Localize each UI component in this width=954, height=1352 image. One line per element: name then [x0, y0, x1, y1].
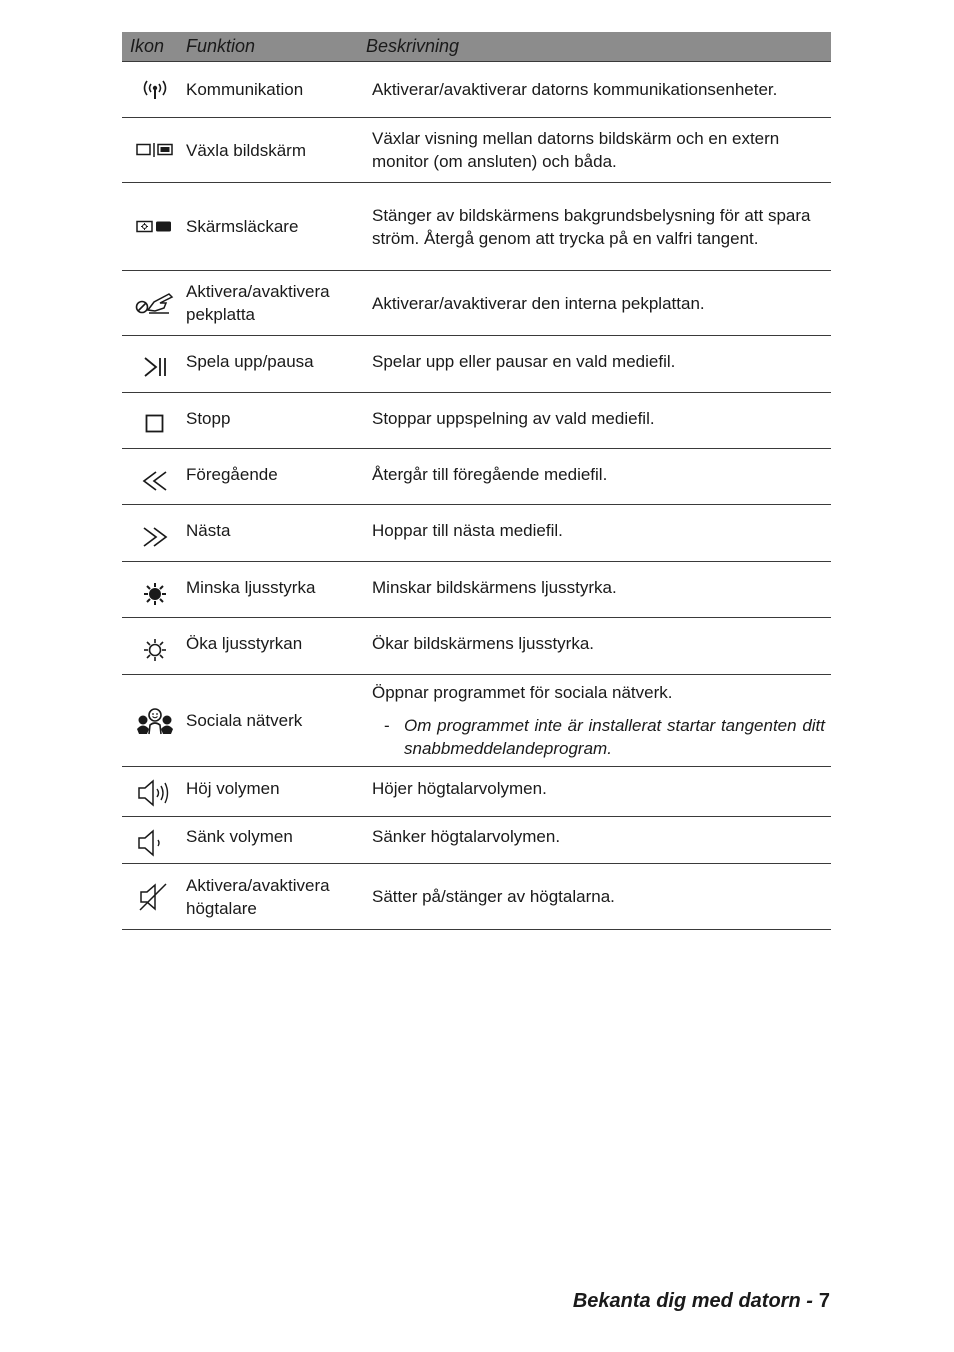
function-name: Öka ljusstyrkan: [186, 634, 303, 653]
volume-up-icon: [122, 767, 186, 816]
function-name: Höj volymen: [186, 779, 280, 798]
screen-blank-icon: [122, 183, 186, 270]
function-description: [372, 675, 831, 766]
description-text: Höjer högtalarvolymen.: [372, 779, 547, 798]
brightness-down-icon: [122, 562, 186, 617]
description-text: Sätter på/stänger av högtalarna.: [372, 887, 615, 906]
function-description: [372, 183, 831, 270]
wireless-icon: [122, 62, 186, 117]
function-name: Sociala nätverk: [186, 711, 303, 730]
function-name: Sänk volymen: [186, 827, 293, 846]
header-function: Funktion: [186, 36, 256, 56]
description-text: Öppnar programmet för sociala nätverk.: [372, 683, 673, 702]
description-note: [372, 714, 825, 760]
description-text: Återgår till föregående mediefil.: [372, 465, 608, 484]
page-number: 7: [818, 1290, 830, 1312]
display-toggle-icon: [122, 118, 186, 182]
stop-icon: [122, 393, 186, 448]
table-row: [122, 449, 831, 505]
description-text: Stoppar uppspelning av vald mediefil.: [372, 409, 655, 428]
function-name: Nästa: [186, 521, 231, 540]
table-row: [122, 336, 831, 393]
function-description: [372, 336, 831, 392]
table-header: [122, 32, 831, 62]
speaker-mute-icon: [122, 864, 186, 929]
table-row: [122, 562, 831, 618]
function-description: [372, 118, 831, 182]
brightness-up-icon: [122, 618, 186, 674]
social-networks-icon: [122, 675, 186, 766]
table-row: [122, 767, 831, 817]
function-description: [372, 767, 831, 816]
function-name: Växla bildskärm: [186, 140, 306, 160]
function-name: Minska ljusstyrka: [186, 578, 316, 597]
function-name: Stopp: [186, 409, 231, 428]
table-row: [122, 618, 831, 675]
function-description: [372, 817, 831, 863]
table-row: [122, 118, 831, 183]
shortcut-table: [122, 32, 831, 930]
table-row: [122, 393, 831, 449]
description-text: Hoppar till nästa mediefil.: [372, 521, 563, 540]
description-text: Minskar bildskärmens ljusstyrka.: [372, 578, 617, 597]
description-text: Ökar bildskärmens ljusstyrka.: [372, 634, 595, 653]
function-description: [372, 271, 831, 335]
header-description: Beskrivning: [366, 36, 460, 56]
description-text: Spelar upp eller pausar en vald mediefil.: [372, 352, 676, 371]
function-description: [372, 618, 831, 674]
note-dash: -: [384, 716, 390, 735]
touchpad-toggle-icon: [122, 271, 186, 335]
page-footer: [573, 1290, 830, 1313]
function-description: [372, 62, 831, 117]
table-row: [122, 62, 831, 118]
description-text: Aktiverar/avaktiverar den interna pekplattan.: [372, 293, 705, 313]
description-text: Stänger av bildskärmens bakgrundsbelysning för att spara ström. Återgå genom att trycka på en valfri tangent.: [372, 205, 811, 248]
previous-icon: [122, 449, 186, 504]
function-description: [372, 562, 831, 617]
table-row: [122, 675, 831, 767]
table-row: [122, 271, 831, 336]
table-row: [122, 817, 831, 864]
function-name: Aktivera/avaktivera pekplatta: [186, 282, 330, 324]
function-name: Kommunikation: [186, 80, 304, 99]
description-text: Växlar visning mellan datorns bildskärm och en extern monitor (om ansluten) och båda.: [372, 129, 780, 171]
function-name: Aktivera/avaktivera högtalare: [186, 875, 330, 918]
play-pause-icon: [122, 336, 186, 392]
volume-down-icon: [122, 817, 186, 863]
header-icon: Ikon: [130, 36, 165, 56]
function-description: [372, 393, 831, 448]
function-name: Skärmsläckare: [186, 217, 299, 236]
function-description: [372, 505, 831, 561]
table-row: [122, 183, 831, 271]
note-text: Om programmet inte är installerat startar tangenten ditt snabbmeddelandeprogram.: [404, 716, 825, 758]
next-icon: [122, 505, 186, 561]
description-text: Aktiverar/avaktiverar datorns kommunikationsenheter.: [372, 80, 778, 99]
function-name: Föregående: [186, 465, 278, 484]
table-row: [122, 864, 831, 930]
function-description: [372, 864, 831, 929]
function-description: [372, 449, 831, 504]
function-name: Spela upp/pausa: [186, 352, 314, 371]
table-row: [122, 505, 831, 562]
description-text: Sänker högtalarvolymen.: [372, 827, 561, 846]
footer-section-title: Bekanta dig med datorn -: [572, 1290, 813, 1312]
